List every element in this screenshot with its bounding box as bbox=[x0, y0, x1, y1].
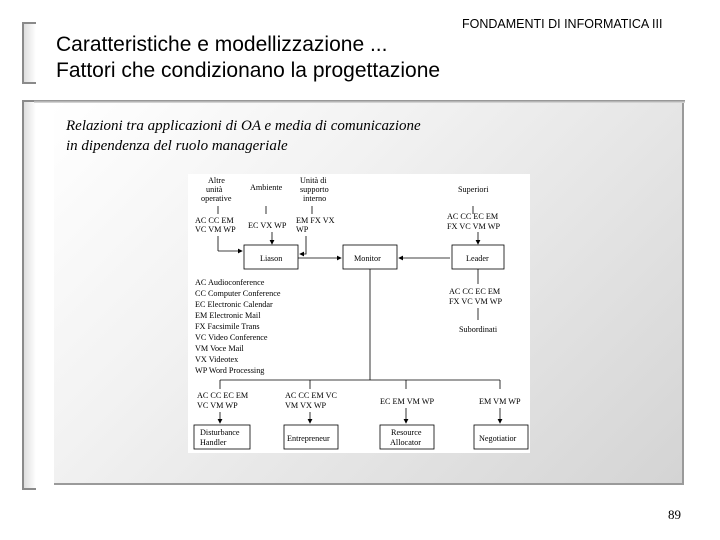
slide-subtitle-line-2: in dipendenza del ruolo manageriale bbox=[66, 138, 288, 154]
role-disturbance-line-2: Handler bbox=[200, 438, 227, 447]
role-entrepreneur: Entrepreneur bbox=[287, 434, 330, 443]
decorative-bracket-top bbox=[22, 22, 36, 84]
role-resource-line-1: Resource bbox=[391, 428, 422, 437]
role-resource-line-2: Allocator bbox=[390, 438, 421, 447]
source-supporto-line-2: supporto bbox=[300, 185, 329, 194]
slide-subtitle-line-1: Relazioni tra applicazioni di OA e media di comunicazione bbox=[66, 118, 421, 134]
source-altre-line-3: operative bbox=[201, 194, 232, 203]
legend-item-ac: AC Audioconference bbox=[195, 278, 265, 287]
source-superiori: Superiori bbox=[458, 185, 489, 194]
source-altre-line-2: unità bbox=[206, 185, 223, 194]
legend-item-cc: CC Computer Conference bbox=[195, 289, 281, 298]
media-altre-line-2: VC VM WP bbox=[195, 225, 236, 234]
source-supporto-line-3: interno bbox=[303, 194, 327, 203]
media-supporto-line-2: WP bbox=[296, 225, 309, 234]
media-superiori-line-1: AC CC EC EM bbox=[447, 212, 499, 221]
slide-title-line-1: Caratteristiche e modellizzazione ... bbox=[56, 33, 388, 56]
role-monitor: Monitor bbox=[354, 254, 381, 263]
source-altre-line-1: Altre bbox=[208, 176, 225, 185]
source-supporto-line-1: Unità di bbox=[300, 176, 327, 185]
media-supporto-line-1: EM FX VX bbox=[296, 216, 335, 225]
media-superiori-line-2: FX VC VM WP bbox=[447, 222, 501, 231]
subordinati-label: Subordinati bbox=[459, 325, 498, 334]
slide-title-line-2: Fattori che condizionano la progettazione bbox=[56, 59, 441, 82]
legend-item-vx: VX Videotex bbox=[195, 355, 239, 364]
legend-item-wp: WP Word Processing bbox=[195, 366, 265, 375]
source-ambiente: Ambiente bbox=[250, 183, 283, 192]
role-media-diagram bbox=[188, 174, 530, 453]
media-disturbance-line-2: VC VM WP bbox=[197, 401, 238, 410]
media-negotiator: EM VM WP bbox=[479, 397, 521, 406]
slide-title bbox=[56, 32, 440, 84]
legend-item-ec: EC Electronic Calendar bbox=[195, 300, 273, 309]
role-negotiator: Negotiatior bbox=[479, 434, 517, 443]
legend-item-fx: FX Facsimile Trans bbox=[195, 322, 260, 331]
media-altre-line-1: AC CC EM bbox=[195, 216, 234, 225]
legend-item-vm: VM Voce Mail bbox=[195, 344, 244, 353]
slide-subtitle bbox=[66, 116, 421, 156]
media-entrepreneur-line-2: VM VX WP bbox=[285, 401, 327, 410]
arrow-supporto-liason bbox=[300, 236, 306, 254]
page-number: 89 bbox=[668, 507, 681, 522]
decorative-bracket-bottom bbox=[22, 100, 36, 490]
media-subordinati-line-1: AC CC EC EM bbox=[449, 287, 501, 296]
role-disturbance-line-1: Disturbance bbox=[200, 428, 240, 437]
role-liason: Liason bbox=[260, 254, 283, 263]
legend-item-vc: VC Video Conference bbox=[195, 333, 268, 342]
media-entrepreneur-line-1: AC CC EM VC bbox=[285, 391, 337, 400]
role-leader: Leader bbox=[466, 254, 489, 263]
media-resource: EC EM VM WP bbox=[380, 397, 435, 406]
media-ambiente: EC VX WP bbox=[248, 221, 287, 230]
diagram-svg bbox=[188, 174, 530, 453]
legend-item-em: EM Electronic Mail bbox=[195, 311, 261, 320]
course-header: FONDAMENTI DI INFORMATICA III bbox=[462, 17, 663, 31]
media-disturbance-line-1: AC CC EC EM bbox=[197, 391, 249, 400]
media-subordinati-line-2: FX VC VM WP bbox=[449, 297, 503, 306]
